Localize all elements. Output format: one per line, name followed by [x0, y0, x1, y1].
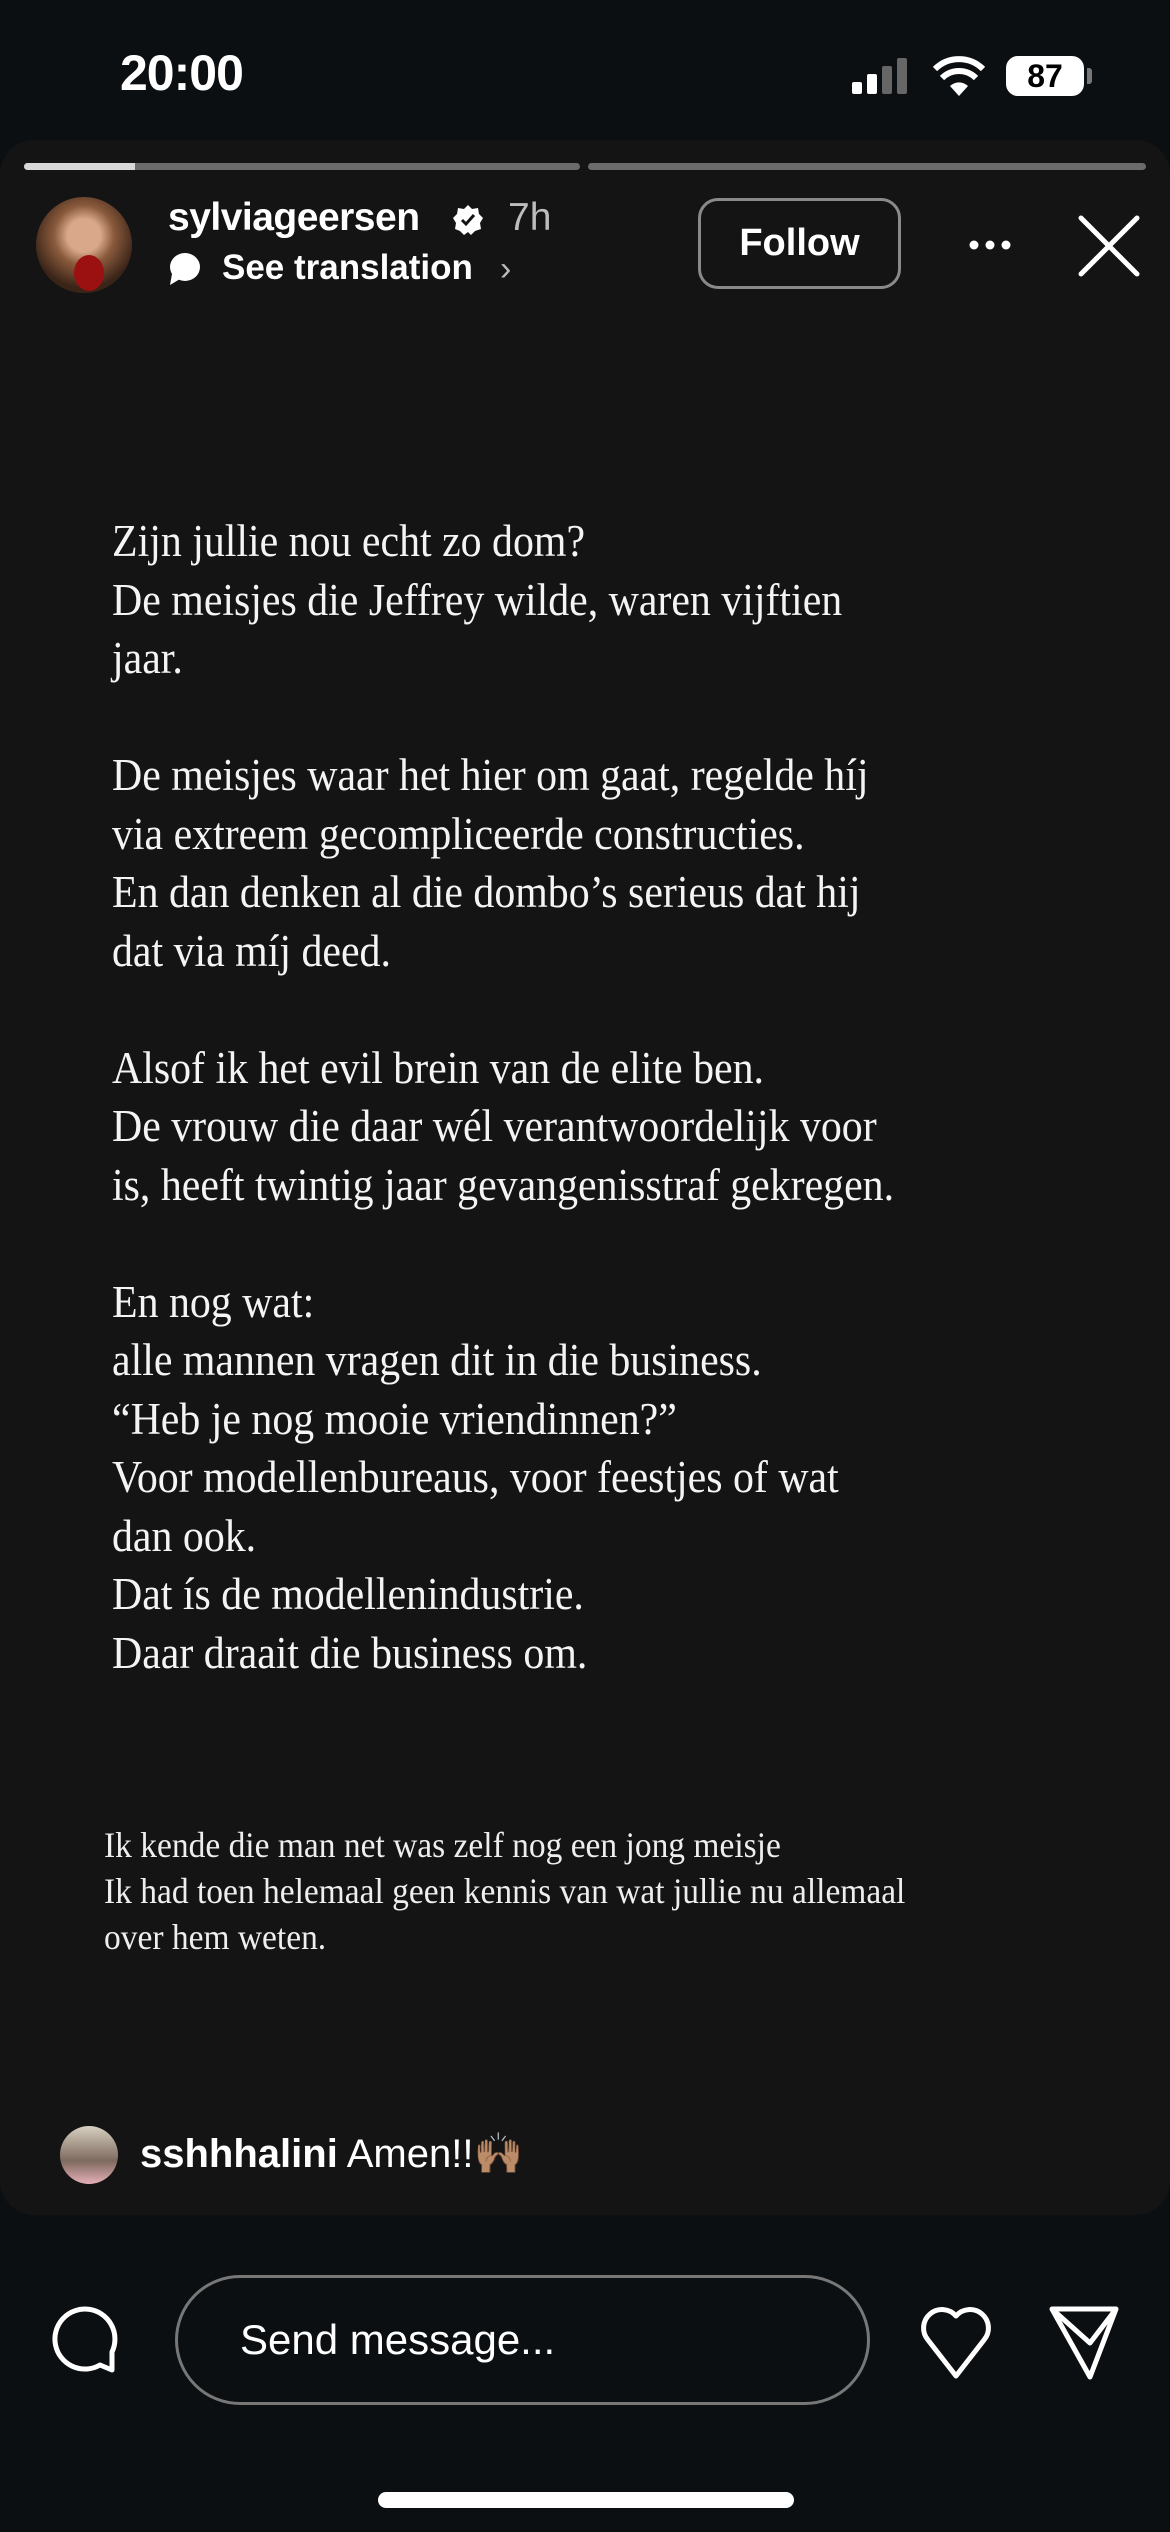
text-line: Ik had toen helemaal geen kennis van wat jullie nu allemaal: [104, 1871, 906, 1911]
text-line: De vrouw die daar wél verantwoordelijk voor: [112, 1101, 877, 1151]
comment: [140, 2130, 523, 2177]
story-text: [112, 512, 894, 1682]
rose-image: [74, 255, 104, 291]
battery-tip: [1087, 68, 1092, 84]
verified-badge-icon: [452, 204, 484, 236]
blank-line: [112, 980, 894, 1039]
text-line: Alsof ik het evil brein van de elite ben.: [112, 1042, 764, 1093]
text-line: dan ook.: [112, 1510, 257, 1561]
text-line: Zijn jullie nou echt zo dom?: [112, 516, 586, 566]
heart-icon[interactable]: [920, 2302, 992, 2382]
chevron-right-icon: ›: [500, 250, 512, 288]
comment-text: Amen!!🙌🏽: [346, 2132, 524, 2176]
speech-bubble-icon: [168, 252, 202, 286]
commenter-avatar[interactable]: [60, 2126, 118, 2184]
cellular-signal-icon: [852, 58, 914, 94]
status-time: 20:00: [120, 45, 243, 101]
close-icon[interactable]: [1078, 215, 1140, 277]
text-line: Voor modellenbureaus, voor feestjes of wat: [112, 1452, 839, 1502]
see-translation-link[interactable]: See translation: [222, 248, 473, 287]
wifi-icon: [933, 56, 985, 96]
battery-indicator: 87: [1006, 56, 1084, 96]
text-line: De meisjes die Jeffrey wilde, waren vijftien: [112, 574, 843, 625]
text-line: alle mannen vragen dit in die business.: [112, 1335, 762, 1385]
comment-icon[interactable]: [50, 2302, 120, 2378]
story-caption: [104, 1822, 905, 1960]
text-line: “Heb je nog mooie vriendinnen?”: [112, 1393, 677, 1444]
story-progress-1: [24, 163, 580, 170]
profile-avatar[interactable]: [36, 197, 132, 293]
text-line: En dan denken al die dombo’s serieus dat hij: [112, 867, 861, 917]
text-line: is, heeft twintig jaar gevangenisstraf gekregen.: [112, 1159, 895, 1210]
blank-line: [112, 688, 894, 747]
text-line: Ik kende die man net was zelf nog een jong meisje: [104, 1825, 781, 1865]
text-line: dat via míj deed.: [112, 925, 391, 976]
text-line: De meisjes waar het hier om gaat, regelde híj: [112, 750, 869, 800]
text-line: over hem weten.: [104, 1917, 327, 1957]
send-icon[interactable]: [1048, 2305, 1120, 2383]
text-line: via extreem gecompliceerde constructies.: [112, 808, 805, 859]
username[interactable]: sylviageersen: [168, 196, 420, 239]
comment-username[interactable]: sshhhalini: [140, 2132, 338, 2176]
follow-button[interactable]: Follow: [698, 198, 901, 289]
story-progress-2: [588, 163, 1146, 170]
send-message-input[interactable]: [175, 2275, 870, 2405]
blank-line: [112, 1214, 894, 1273]
post-age: 7h: [508, 196, 552, 239]
progress-fill: [24, 163, 135, 170]
text-line: En nog wat:: [112, 1276, 315, 1327]
text-line: jaar.: [112, 633, 183, 683]
text-line: Dat ís de modellenindustrie.: [112, 1569, 584, 1619]
text-line: Daar draait die business om.: [112, 1627, 588, 1678]
home-indicator[interactable]: [378, 2492, 794, 2508]
more-options-icon[interactable]: [960, 215, 1020, 275]
